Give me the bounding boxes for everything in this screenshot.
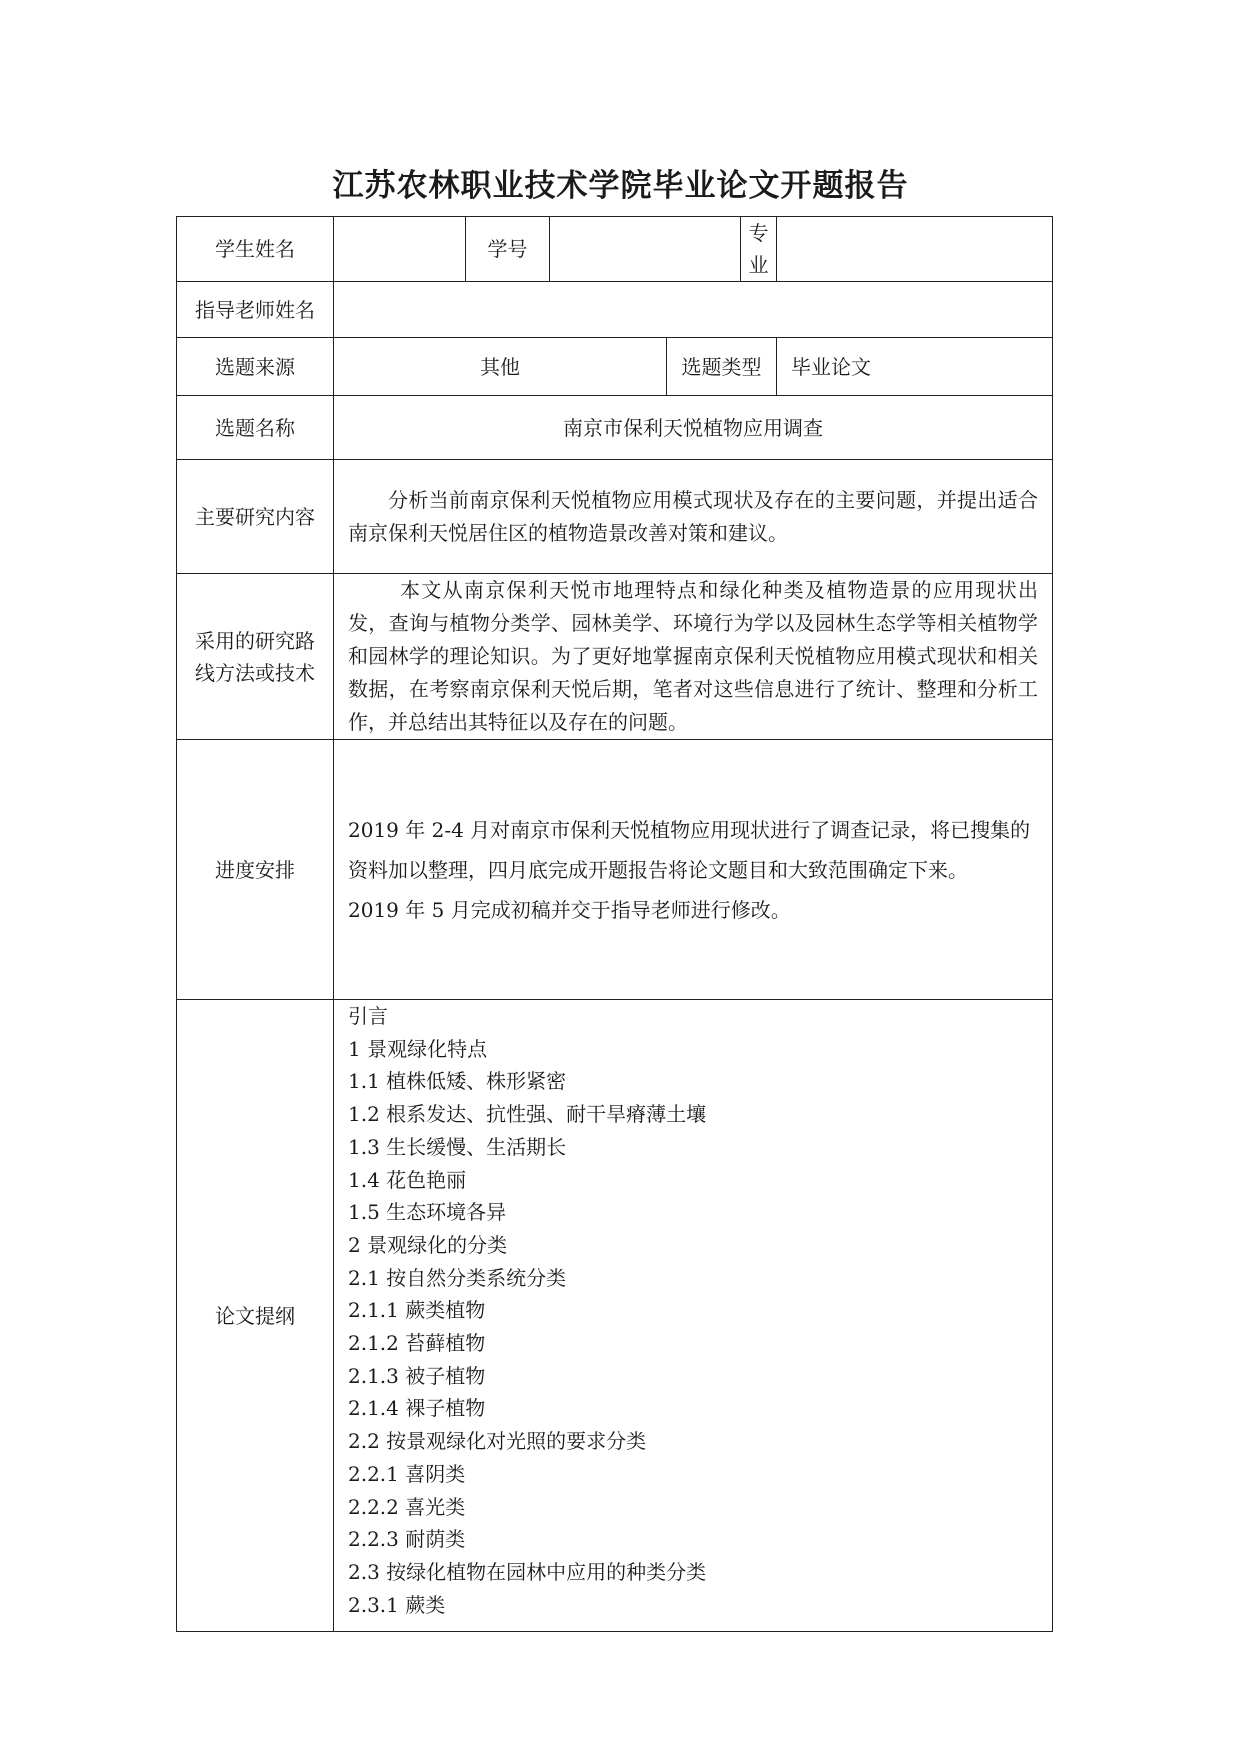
outline-label: 论文提纲 <box>177 1000 334 1632</box>
proposal-table <box>176 216 1053 1632</box>
row-schedule <box>177 740 1053 1000</box>
topic-source-value: 其他 <box>334 338 667 396</box>
student-name-value[interactable] <box>334 217 466 282</box>
schedule-item: 2019 年 2-4 月对南京市保利天悦植物应用现状进行了调查记录，将已搜集的资料加以整理，四月底完成开题报告将论文题目和大致范围确定下来。 <box>348 817 1031 882</box>
major-label: 专业 <box>741 217 777 282</box>
outline-item: 2.3 按绿化植物在园林中应用的种类分类 <box>348 1559 707 1584</box>
topic-type-value: 毕业论文 <box>777 338 1053 396</box>
outline-item: 2.1.4 裸子植物 <box>348 1396 486 1421</box>
method-text: 本文从南京保利天悦市地理特点和绿化种类及植物造景的应用现状出发，查询与植物分类学、园林美学、环境行为学以及园林生态学等相关植物学和园林学的理论知识。为了更好地掌握南京保利天悦植物应用模式现状和相关数据，在考察南京保利天悦后期，笔者对这些信息进行了统计、整理和分析工作，并总结出其特征以及存在的问题。 <box>334 574 1053 740</box>
student-id-value[interactable] <box>550 217 741 282</box>
major-value[interactable] <box>777 217 1053 282</box>
outline-item: 2 景观绿化的分类 <box>348 1232 508 1257</box>
outline-item: 2.2.2 喜光类 <box>348 1494 466 1519</box>
outline-item: 1.4 花色艳丽 <box>348 1167 467 1192</box>
advisor-label: 指导老师姓名 <box>177 282 334 338</box>
method-label: 采用的研究路线方法或技术 <box>177 574 334 740</box>
outline-item: 1.2 根系发达、抗性强、耐干旱瘠薄土壤 <box>348 1102 707 1127</box>
row-method <box>177 574 1053 740</box>
topic-source-label: 选题来源 <box>177 338 334 396</box>
outline-item: 1.5 生态环境各异 <box>348 1200 507 1225</box>
schedule-text <box>334 740 1053 1000</box>
proposal-form <box>176 216 1052 1632</box>
outline-item: 2.1.1 蕨类植物 <box>348 1298 486 1323</box>
outline-item: 2.1.2 苔藓植物 <box>348 1331 486 1356</box>
row-topic-source <box>177 338 1053 396</box>
outline-item: 2.2.3 耐荫类 <box>348 1527 466 1552</box>
topic-name-label: 选题名称 <box>177 396 334 460</box>
outline-item: 1 景观绿化特点 <box>348 1036 488 1061</box>
outline-item: 1.3 生长缓慢、生活期长 <box>348 1134 567 1159</box>
outline-item: 2.2.1 喜阴类 <box>348 1461 466 1486</box>
row-advisor <box>177 282 1053 338</box>
topic-type-label: 选题类型 <box>667 338 777 396</box>
advisor-value[interactable] <box>334 282 1053 338</box>
schedule-item: 2019 年 5 月完成初稿并交于指导老师进行修改。 <box>348 897 791 922</box>
outline-item: 2.1 按自然分类系统分类 <box>348 1265 567 1290</box>
row-main-content <box>177 460 1053 574</box>
schedule-label: 进度安排 <box>177 740 334 1000</box>
main-content-text: 分析当前南京保利天悦植物应用模式现状及存在的主要问题，并提出适合南京保利天悦居住区的植物造景改善对策和建议。 <box>334 460 1053 574</box>
student-id-label: 学号 <box>466 217 550 282</box>
row-outline <box>177 1000 1053 1632</box>
topic-name-value: 南京市保利天悦植物应用调查 <box>334 396 1053 460</box>
outline-item: 引言 <box>348 1004 388 1028</box>
row-student <box>177 217 1053 282</box>
outline-item: 2.3.1 蕨类 <box>348 1592 446 1617</box>
outline-item: 2.1.3 被子植物 <box>348 1363 486 1388</box>
outline-item: 1.1 植株低矮、株形紧密 <box>348 1069 567 1094</box>
outline-item: 2.2 按景观绿化对光照的要求分类 <box>348 1429 647 1454</box>
student-name-label: 学生姓名 <box>177 217 334 282</box>
main-content-label: 主要研究内容 <box>177 460 334 574</box>
row-topic-name <box>177 396 1053 460</box>
page-title: 江苏农林职业技术学院毕业论文开题报告 <box>332 168 909 204</box>
outline-list <box>334 1000 1053 1632</box>
